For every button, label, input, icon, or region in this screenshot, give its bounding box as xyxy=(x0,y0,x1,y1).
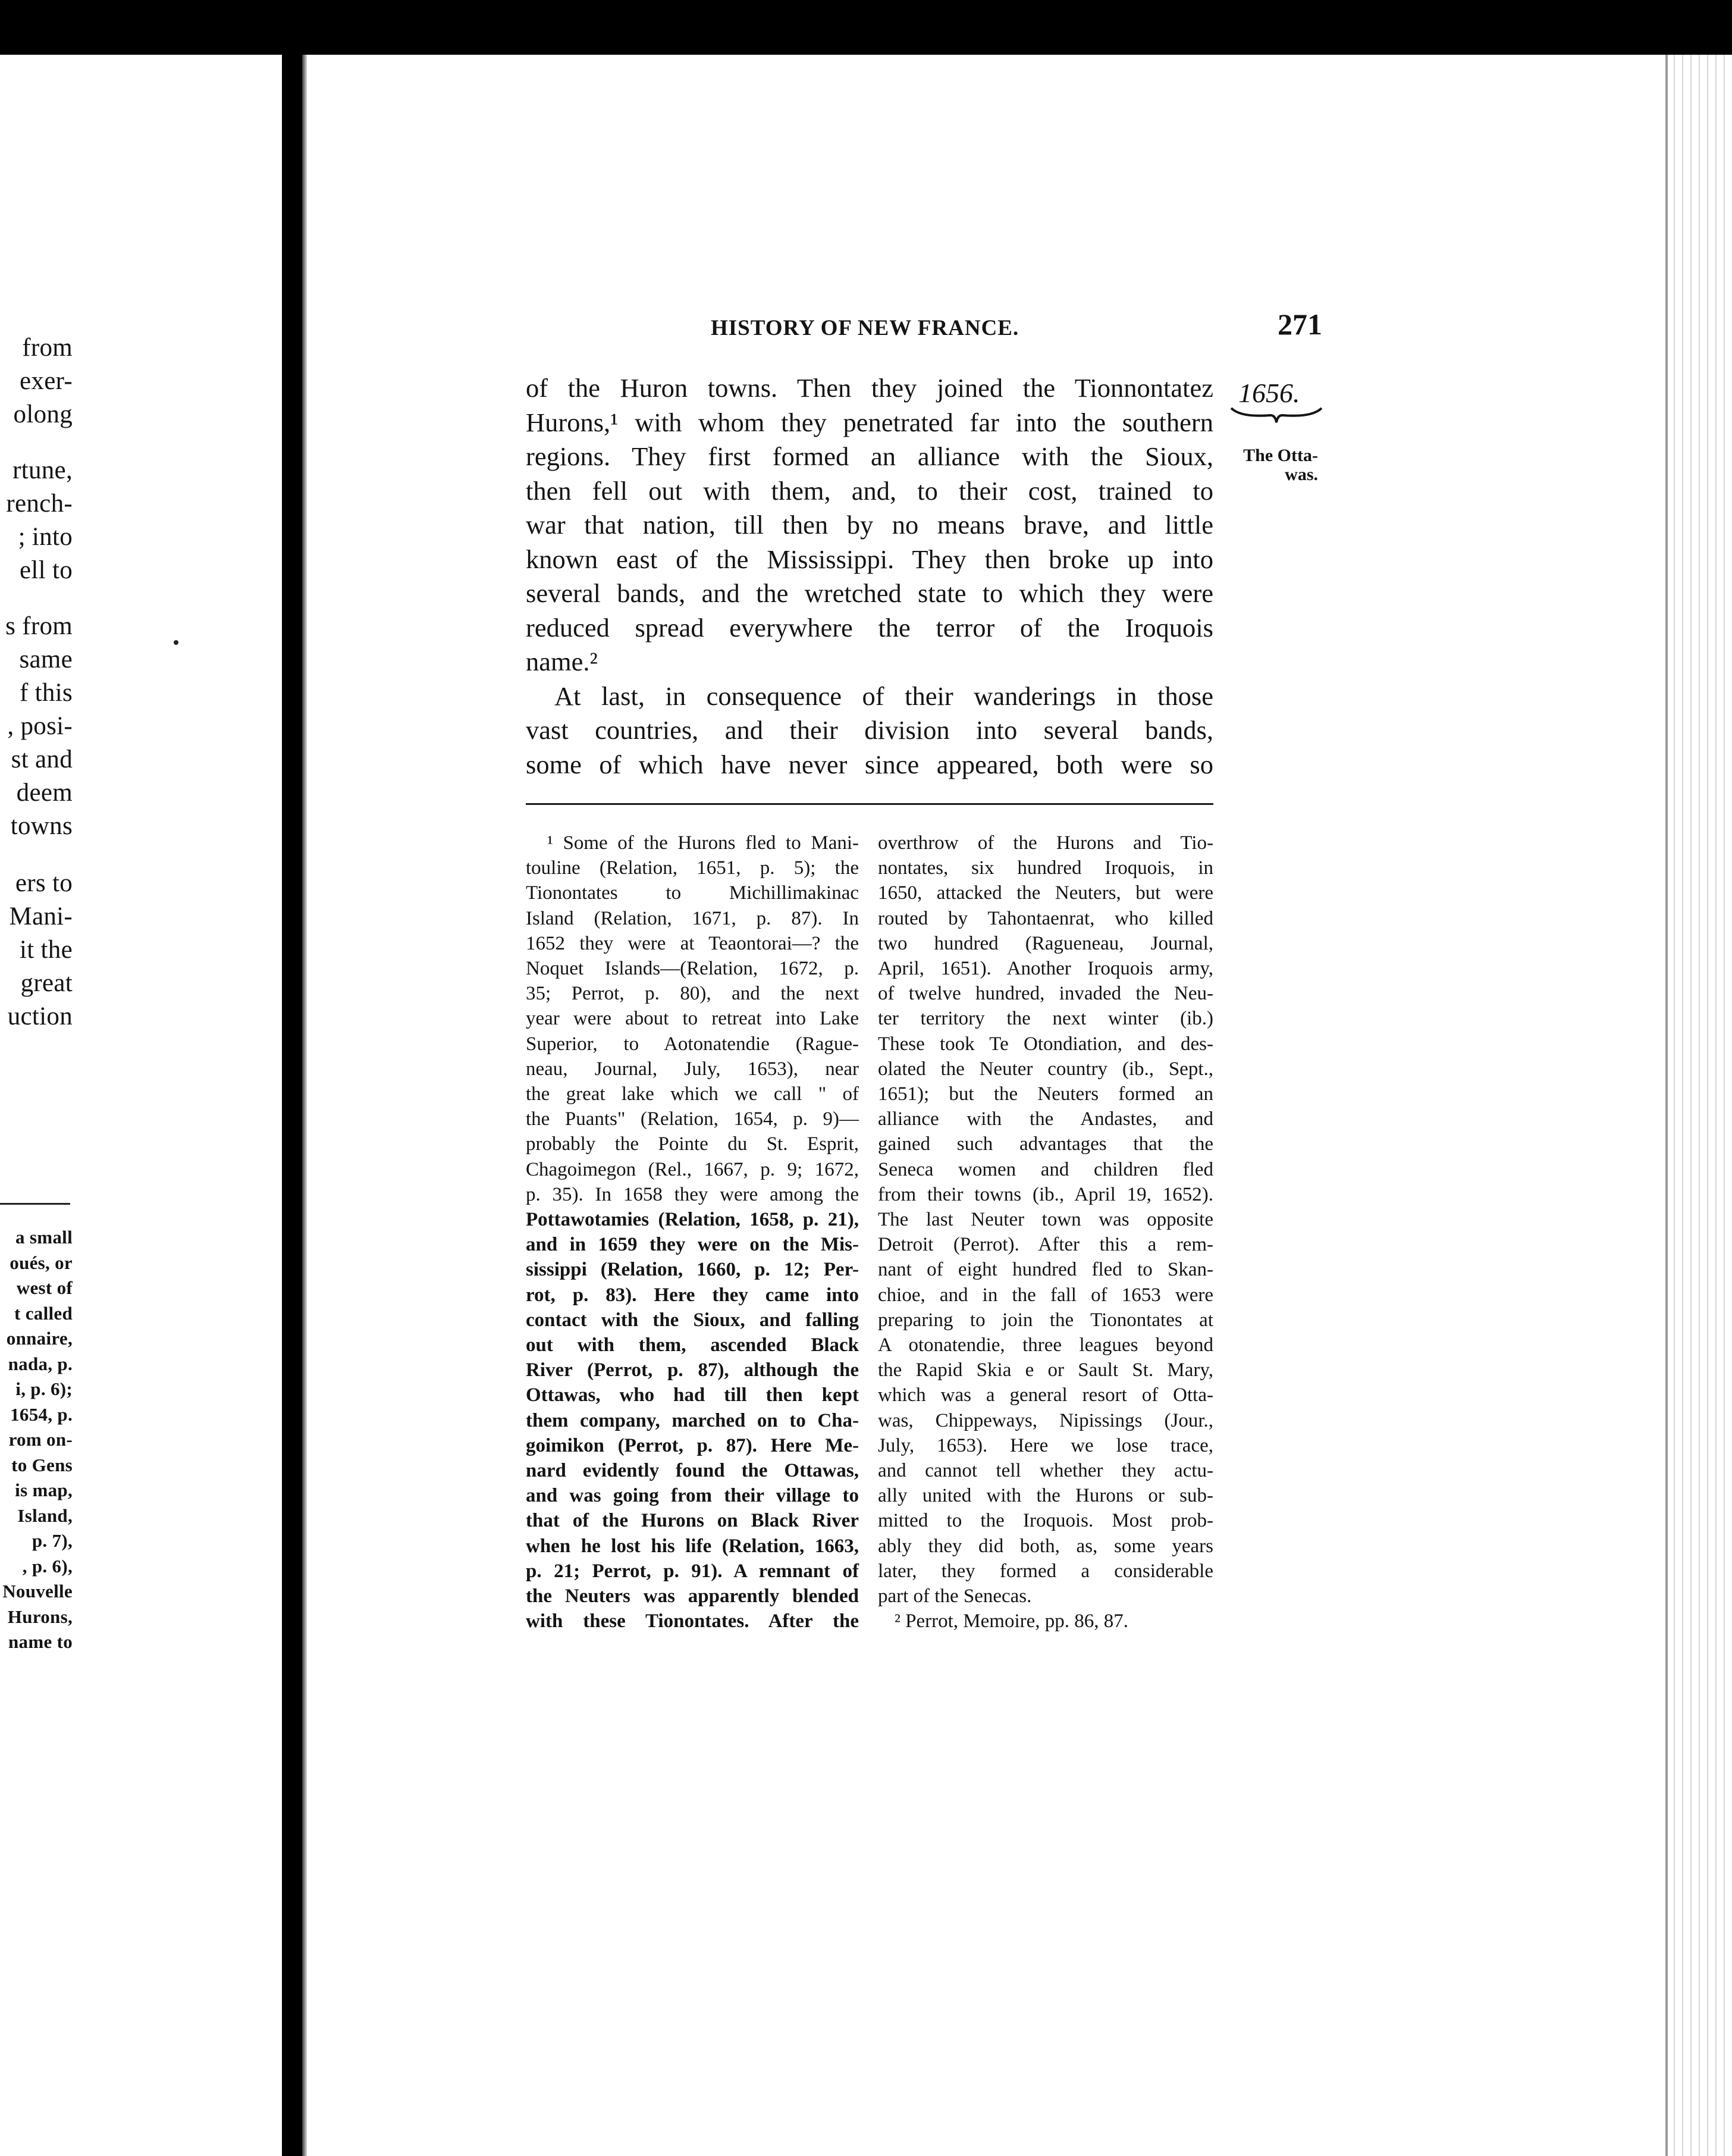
fragment-line: ell to xyxy=(20,556,73,584)
footnote-line: out with them, ascended Black xyxy=(526,1334,859,1356)
footnote-line: and cannot tell whether they actu- xyxy=(878,1460,1213,1481)
fragment-line: exer- xyxy=(20,367,73,395)
footnote-line: ably they did both, as, some years xyxy=(878,1535,1213,1557)
footnote-line: ² Perrot, Memoire, pp. 86, 87. xyxy=(895,1610,1129,1632)
fragment-line: uction xyxy=(7,1002,73,1030)
fragment-line: s from xyxy=(5,612,73,640)
footnote-line: River (Perrot, p. 87), although the xyxy=(526,1359,859,1381)
footnote-line: nant of eight hundred fled to Skan- xyxy=(878,1259,1213,1281)
margin-year: 1656. xyxy=(1238,378,1300,408)
fragment-note-line: Island, xyxy=(17,1505,73,1526)
footnote-line: them company, marched on to Cha- xyxy=(526,1409,859,1431)
fragment-note-line: is map, xyxy=(15,1480,73,1500)
footnote-line: 35; Perrot, p. 80), and the next xyxy=(526,983,859,1005)
footnote-line: that of the Hurons on Black River xyxy=(526,1510,859,1532)
footnote-line: 1652 they were at Teaontorai—? the xyxy=(526,932,859,954)
fragment-line: olong xyxy=(13,400,73,428)
footnote-line: sissippi (Relation, 1660, p. 12; Per- xyxy=(526,1259,859,1281)
page-number: 271 xyxy=(1278,308,1322,341)
body-line: several bands, and the wretched state to which they were xyxy=(526,578,1213,608)
fragment-note-line: 1654, p. xyxy=(10,1403,73,1425)
footnote-line: neau, Journal, July, 1653), near xyxy=(526,1058,859,1080)
fragment-note-line: a small xyxy=(15,1227,73,1248)
body-line: of the Huron towns. Then they joined the Tionnontatez xyxy=(526,373,1213,403)
footnote-line: of twelve hundred, invaded the Neu- xyxy=(878,983,1213,1005)
footnote-line: The last Neuter town was opposite xyxy=(878,1209,1213,1230)
body-line: reduced spread everywhere the terror of the Iroquois xyxy=(526,612,1213,643)
footnote-line: April, 1651). Another Iroquois army, xyxy=(878,958,1213,979)
footnote-line: p. 21; Perrot, p. 91). A remnant of xyxy=(526,1560,859,1582)
footnote-line: Ottawas, who had till then kept xyxy=(526,1384,859,1406)
fragment-line: f this xyxy=(20,679,73,707)
left-page-divider xyxy=(0,1203,70,1205)
fragment-line: towns xyxy=(10,812,73,840)
footnote-line: July, 1653). Here we lose trace, xyxy=(878,1434,1213,1456)
body-line: regions. They first formed an alliance with the Sioux, xyxy=(526,441,1213,471)
fragment-line: from xyxy=(22,334,73,362)
footnote-line: when he lost his life (Relation, 1663, xyxy=(526,1535,859,1557)
footnote-line: the Puants" (Relation, 1654, p. 9)— xyxy=(526,1108,859,1130)
footnote-line: Seneca women and children fled xyxy=(878,1158,1213,1180)
margin-topic-line: was. xyxy=(1285,465,1318,484)
footnote-line: overthrow of the Hurons and Tio- xyxy=(878,832,1213,854)
margin-topic-line: The Otta- xyxy=(1243,446,1318,465)
body-line: war that nation, till then by no means brave, and little xyxy=(526,510,1213,540)
footnote-line: the Neuters was apparently blended xyxy=(526,1585,859,1607)
fragment-note-line: name to xyxy=(8,1631,73,1652)
fragment-note-line: , p. 6), xyxy=(22,1555,73,1577)
fragment-line: same xyxy=(19,645,73,673)
stacked-page-edges xyxy=(1670,55,1732,2156)
footnote-line: ter territory the next winter (ib.) xyxy=(878,1008,1213,1030)
footnote-line: Chagoimegon (Rel., 1667, p. 9; 1672, xyxy=(526,1158,859,1180)
fragment-note-line: Hurons, xyxy=(7,1606,73,1627)
fragment-note-line: nada, p. xyxy=(8,1353,73,1374)
book-gutter xyxy=(282,55,302,2156)
footnote-line: Island (Relation, 1671, p. 87). In xyxy=(526,907,859,929)
footnote-divider xyxy=(526,803,1213,805)
page-edge-line xyxy=(1665,55,1668,2156)
footnote-line: preparing to join the Tionontates at xyxy=(878,1309,1213,1331)
body-line: At last, in consequence of their wanderings in those xyxy=(554,681,1213,711)
fragment-note-line: Nouvelle xyxy=(2,1581,73,1602)
footnote-line: mitted to the Iroquois. Most prob- xyxy=(878,1510,1213,1532)
footnote-line: year were about to retreat into Lake xyxy=(526,1008,859,1030)
fragment-line: great xyxy=(20,969,73,997)
left-facing-page xyxy=(0,55,282,2156)
fragment-note-line: onnaire, xyxy=(6,1328,73,1349)
fragment-note-line: t called xyxy=(14,1302,73,1324)
footnote-line: gained such advantages that the xyxy=(878,1133,1213,1155)
gutter-shadow xyxy=(302,55,307,2156)
footnote-line: 1650, attacked the Neuters, but were xyxy=(878,882,1213,904)
footnote-line: was, Chippeways, Nipissings (Jour., xyxy=(878,1409,1213,1431)
scan-top-border xyxy=(0,0,1732,55)
running-header-title: HISTORY OF NEW FRANCE. xyxy=(711,316,1019,340)
fragment-line: ; into xyxy=(18,523,73,551)
fragment-line: ers to xyxy=(15,869,73,897)
footnote-line: and in 1659 they were on the Mis- xyxy=(526,1234,859,1256)
footnote-line: routed by Tahontaenrat, who killed xyxy=(878,907,1213,929)
footnote-line: These took Te Otondiation, and des- xyxy=(878,1033,1213,1055)
fragment-line: , posi- xyxy=(7,712,73,740)
fragment-note-line: p. 7), xyxy=(32,1530,73,1551)
body-line: vast countries, and their division into several bands, xyxy=(526,715,1213,745)
body-line: Hurons,¹ with whom they penetrated far into the southern xyxy=(526,407,1213,437)
footnote-line: Noquet Islands—(Relation, 1672, p. xyxy=(526,958,859,979)
fragment-line: deem xyxy=(16,779,73,807)
margin-topic-note xyxy=(1229,446,1318,484)
footnote-line: with these Tionontates. After the xyxy=(526,1610,859,1632)
footnote-line: and was going from their village to xyxy=(526,1485,859,1507)
body-line: name.² xyxy=(526,647,598,676)
fragment-line: it the xyxy=(20,936,73,964)
fragment-line: st and xyxy=(11,745,73,773)
footnote-line: ally united with the Hurons or sub- xyxy=(878,1485,1213,1507)
footnote-line: two hundred (Ragueneau, Journal, xyxy=(878,932,1213,954)
footnote-line: Superior, to Aotonatendie (Rague- xyxy=(526,1033,859,1055)
fragment-line: rench- xyxy=(6,490,73,518)
footnote-line: Pottawotamies (Relation, 1658, p. 21), xyxy=(526,1209,859,1230)
body-line: known east of the Mississippi. They then broke up into xyxy=(526,544,1213,574)
footnote-line: part of the Senecas. xyxy=(878,1585,1032,1607)
fragment-note-line: west of xyxy=(16,1277,73,1298)
footnote-line: the Rapid Skia e or Sault St. Mary, xyxy=(878,1359,1213,1381)
fragment-line: Mani- xyxy=(9,902,73,930)
footnote-line: alliance with the Andastes, and xyxy=(878,1108,1213,1130)
body-line: some of which have never since appeared, both were so xyxy=(526,749,1213,779)
footnote-line: nard evidently found the Ottawas, xyxy=(526,1460,859,1481)
margin-brace-icon xyxy=(1229,405,1324,428)
footnote-line: later, they formed a considerable xyxy=(878,1560,1213,1582)
footnote-line: chioe, and in the fall of 1653 were xyxy=(878,1284,1213,1306)
footnote-line: Tionontates to Michillimakinac xyxy=(526,882,859,904)
footnote-line: nontates, six hundred Iroquois, in xyxy=(878,857,1213,879)
fragment-note-line: i, p. 6); xyxy=(15,1378,73,1399)
footnote-line: rot, p. 83). Here they came into xyxy=(526,1284,859,1306)
footnote-line: from their towns (ib., April 19, 1652). xyxy=(878,1183,1213,1205)
footnote-line: contact with the Sioux, and falling xyxy=(526,1309,859,1331)
fragment-note-line: to Gens xyxy=(11,1454,73,1475)
footnote-line: 1651); but the Neuters formed an xyxy=(878,1083,1213,1105)
footnote-line: which was a general resort of Otta- xyxy=(878,1384,1213,1406)
fragment-line: rtune, xyxy=(12,456,73,484)
footnote-line: olated the Neuter country (ib., Sept., xyxy=(878,1058,1213,1080)
footnote-line: goimikon (Perrot, p. 87). Here Me- xyxy=(526,1434,859,1456)
footnote-line: ¹ Some of the Hurons fled to Mani- xyxy=(547,832,859,854)
footnote-line: touline (Relation, 1651, p. 5); the xyxy=(526,857,859,879)
footnote-line: probably the Pointe du St. Esprit, xyxy=(526,1133,859,1155)
body-line: then fell out with them, and, to their cost, trained to xyxy=(526,475,1213,506)
footnote-line: A otonatendie, three leagues beyond xyxy=(878,1334,1213,1356)
fragment-note-line: oués, or xyxy=(10,1252,73,1273)
fragment-note-line: rom on- xyxy=(8,1429,73,1450)
footnote-line: the great lake which we call " of xyxy=(526,1083,859,1105)
footnote-line: Detroit (Perrot). After this a rem- xyxy=(878,1234,1213,1256)
scan-speck xyxy=(174,640,178,645)
footnote-line: p. 35). In 1658 they were among the xyxy=(526,1183,859,1205)
